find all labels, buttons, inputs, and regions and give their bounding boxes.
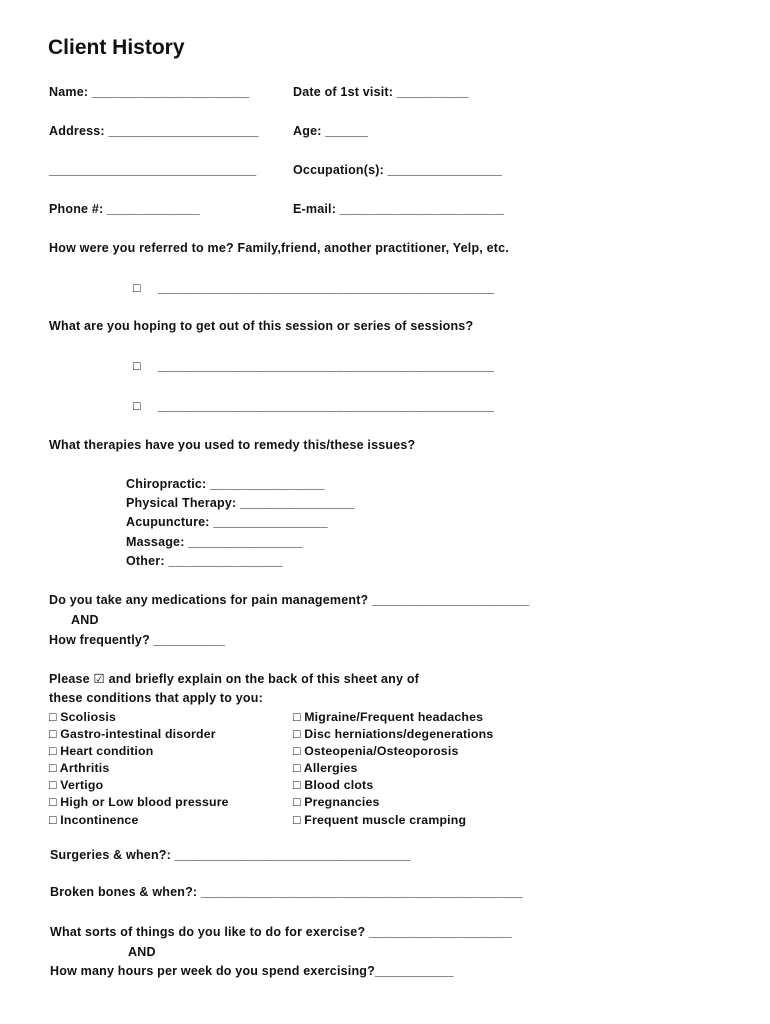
- age-field[interactable]: Age: ______: [293, 124, 369, 138]
- referral-question: How were you referred to me? Family,friend, another practitioner, Yelp, etc.: [49, 241, 509, 255]
- condition-heart[interactable]: □ Heart condition: [49, 744, 154, 758]
- conditions-intro-line2: these conditions that apply to you:: [49, 691, 263, 705]
- condition-osteopenia[interactable]: □ Osteopenia/Osteoporosis: [293, 744, 459, 758]
- address-field[interactable]: Address: _____________________: [49, 124, 259, 138]
- condition-disc-herniation[interactable]: □ Disc herniations/degenerations: [293, 727, 494, 741]
- referral-checkbox[interactable]: □: [133, 281, 141, 295]
- hoping-question: What are you hoping to get out of this session or series of sessions?: [49, 319, 474, 333]
- condition-gastro-intestinal[interactable]: □ Gastro-intestinal disorder: [49, 727, 216, 741]
- condition-allergies[interactable]: □ Allergies: [293, 761, 358, 775]
- condition-muscle-cramping[interactable]: □ Frequent muscle cramping: [293, 813, 467, 827]
- date-first-visit-field[interactable]: Date of 1st visit: __________: [293, 85, 469, 99]
- therapy-chiropractic-field[interactable]: Chiropractic: ________________: [126, 477, 325, 491]
- condition-incontinence[interactable]: □ Incontinence: [49, 813, 139, 827]
- medications-frequency-field[interactable]: How frequently? __________: [49, 633, 226, 647]
- surgeries-field[interactable]: Surgeries & when?: _________________________________: [50, 848, 411, 862]
- exercise-and-label: AND: [128, 945, 156, 959]
- hoping-answer-line-1[interactable]: _______________________________________________: [158, 359, 495, 373]
- hoping-checkbox-2[interactable]: □: [133, 399, 141, 413]
- page-title: Client History: [48, 36, 185, 59]
- name-field[interactable]: Name: ______________________: [49, 85, 250, 99]
- referral-answer-line[interactable]: _______________________________________________: [158, 281, 495, 295]
- therapy-physical-field[interactable]: Physical Therapy: ________________: [126, 496, 355, 510]
- condition-blood-clots[interactable]: □ Blood clots: [293, 778, 374, 792]
- therapies-question: What therapies have you used to remedy this/these issues?: [49, 438, 416, 452]
- condition-migraine[interactable]: □ Migraine/Frequent headaches: [293, 710, 484, 724]
- email-field[interactable]: E-mail: _______________________: [293, 202, 505, 216]
- occupation-field[interactable]: Occupation(s): ________________: [293, 163, 503, 177]
- therapy-other-field[interactable]: Other: ________________: [126, 554, 283, 568]
- therapy-massage-field[interactable]: Massage: ________________: [126, 535, 303, 549]
- broken-bones-field[interactable]: Broken bones & when?: _____________________________________________: [50, 885, 523, 899]
- exercise-hours-field[interactable]: How many hours per week do you spend exercising?___________: [50, 964, 454, 978]
- medications-and-label: AND: [71, 613, 99, 627]
- condition-arthritis[interactable]: □ Arthritis: [49, 761, 110, 775]
- condition-scoliosis[interactable]: □ Scoliosis: [49, 710, 117, 724]
- exercise-question[interactable]: What sorts of things do you like to do for exercise? ____________________: [50, 925, 513, 939]
- address-line2-field[interactable]: _____________________________: [49, 163, 257, 177]
- phone-field[interactable]: Phone #: _____________: [49, 202, 201, 216]
- hoping-checkbox-1[interactable]: □: [133, 359, 141, 373]
- conditions-intro-line1: Please ☑ and briefly explain on the back of this sheet any of: [49, 672, 420, 686]
- hoping-answer-line-2[interactable]: _______________________________________________: [158, 399, 495, 413]
- therapy-acupuncture-field[interactable]: Acupuncture: ________________: [126, 515, 328, 529]
- medications-question[interactable]: Do you take any medications for pain management? ______________________: [49, 593, 530, 607]
- condition-blood-pressure[interactable]: □ High or Low blood pressure: [49, 795, 229, 809]
- condition-vertigo[interactable]: □ Vertigo: [49, 778, 104, 792]
- condition-pregnancies[interactable]: □ Pregnancies: [293, 795, 380, 809]
